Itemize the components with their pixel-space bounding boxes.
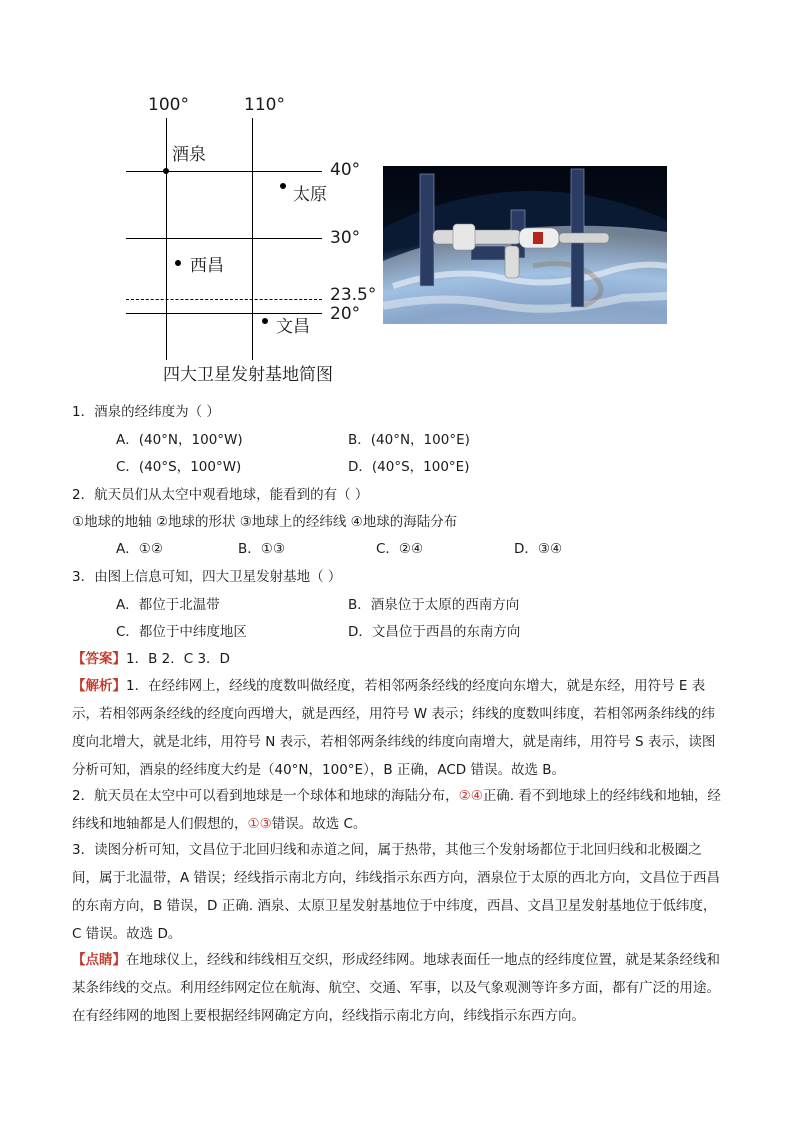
jiuquan-label: 酒泉 [172,145,206,165]
latitude-label-30: 30° [330,228,361,248]
analysis-tag: 【解析】 [72,678,126,694]
analysis-text-3: 3．读图分析可知，文昌位于北回归线和赤道之间，属于热带，其他三个发射场都位于北回归线和北极圈之间，属于北温带，A 错误；经线指示南北方向，纬线指示东西方向，酒泉位于太原的西北方向，文昌位于西昌的东南方向，B 错误，D 正确. 酒泉、太原卫星发射基地位于中纬度，西昌、文昌卫星发射基地位于低纬度，C 错误。故选 D。 [72,842,721,942]
wenchang-point [262,318,268,324]
question-2-option-d: D．③④ [514,541,563,557]
parallel-40 [126,171,322,172]
space-station-photo [383,166,667,324]
answer-line [72,650,230,668]
analysis-text-2d: ①③ [247,816,272,832]
question-3-option-d: D．文昌位于西昌的东南方向 [348,624,521,640]
question-3-option-a: A．都位于北温带 [116,597,220,613]
analysis-paragraph-1 [72,672,722,784]
question-2-option-b: B．①③ [238,541,285,557]
parallel-30 [126,238,322,239]
xichang-label: 西昌 [190,256,224,276]
meridian-110 [252,118,253,360]
meridian-100 [166,118,167,360]
comment-paragraph [72,946,722,1030]
xichang-point [175,260,181,266]
tropic-of-cancer [126,299,322,300]
map-caption: 四大卫星发射基地简图 [163,365,333,385]
answer-tag: 【答案】 [72,651,126,667]
analysis-text-2c: 正确. 看不到地球上的经纬线和地轴，经纬线和地轴都是人们假想的， [72,788,721,832]
analysis-text-1: 1．在经纬网上，经线的度数叫做经度，若相邻两条经线的经度向东增大，就是东经，用符号 E 表示，若相邻两条经线的经度向西增大，就是西经，用符号 W 表示；纬线的度数叫纬度，若相邻两条纬线的纬度向北增大，就是北纬，用符号 N 表示，若相邻两条纬线的纬度向南增大，就是南纬，用符号 S 表示，读图分析可知，酒泉的经纬度大约是（40°N，100°E），B 正确，ACD 错误。故选 B。 [72,678,716,778]
question-1-stem: 1．酒泉的经纬度为（ ） [72,404,220,420]
comment-text: 在地球仪上，经线和纬线相互交织，形成经纬网。地球表面任一地点的经纬度位置，就是某条经线和某条纬线的交点。利用经纬网定位在航海、航空、交通、军事，以及气象观测等许多方面，都有广泛的用途。在有经纬网的地图上要根据经纬网确定方向，经线指示南北方向，纬线指示东西方向。 [72,952,720,1024]
question-3-option-c: C．都位于中纬度地区 [116,624,247,640]
question-1-option-c: C．(40°S，100°W) [116,459,242,475]
analysis-text-2b: ②④ [458,788,483,804]
latitude-label-23-5: 23.5° [330,285,377,305]
question-2-items: ①地球的地轴 ②地球的形状 ③地球上的经纬线 ④地球的海陆分布 [72,514,458,530]
comment-tag: 【点睛】 [72,952,126,968]
analysis-paragraph-3 [72,836,722,948]
longitude-label-110: 110° [244,95,285,115]
parallel-20 [126,313,322,314]
latitude-label-40: 40° [330,160,361,180]
question-3-option-b: B．酒泉位于太原的西南方向 [348,597,520,613]
taiyuan-label: 太原 [293,185,327,205]
question-1-option-a: A．(40°N，100°W) [116,432,243,448]
question-2-option-c: C．②④ [376,541,424,557]
question-3-stem: 3．由图上信息可知，四大卫星发射基地（ ） [72,569,342,585]
jiuquan-point [163,168,169,174]
answer-text: 1．B 2．C 3．D [126,651,230,667]
question-1-option-d: D．(40°S，100°E) [348,459,470,475]
longitude-label-100: 100° [148,95,189,115]
analysis-text-2e: 错误。故选 C。 [271,816,367,832]
taiyuan-point [280,183,286,189]
analysis-text-2a: 2．航天员在太空中可以看到地球是一个球体和地球的海陆分布， [72,788,459,804]
question-2-stem: 2．航天员们从太空中观看地球，能看到的有（ ） [72,487,369,503]
analysis-paragraph-2 [72,782,722,838]
latitude-label-20: 20° [330,304,361,324]
wenchang-label: 文昌 [276,317,310,337]
question-1-option-b: B．(40°N，100°E) [348,432,470,448]
question-2-option-a: A．①② [116,541,163,557]
